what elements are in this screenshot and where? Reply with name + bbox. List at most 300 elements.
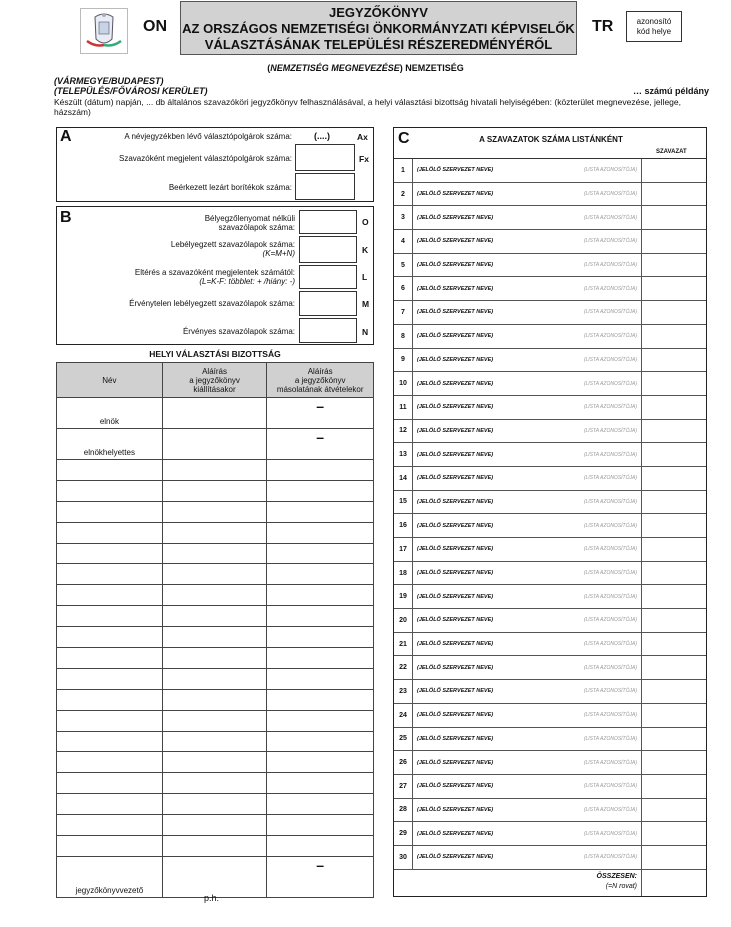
- nationality-line: [0, 63, 731, 73]
- org-name-placeholder: (JELÖLŐ SZERVEZET NEVE): [417, 783, 494, 790]
- member-name-cell[interactable]: [57, 856, 163, 897]
- list-id-placeholder: (LISTA AZONOSÍTÓJA): [583, 404, 637, 411]
- row-number: 9: [401, 356, 405, 364]
- list-row: [394, 609, 706, 633]
- row-number: 27: [399, 782, 407, 790]
- signature-issue-cell[interactable]: [162, 815, 267, 836]
- vote-field[interactable]: [641, 585, 706, 608]
- vote-field[interactable]: [641, 254, 706, 277]
- signature-copy-cell[interactable]: [267, 794, 374, 815]
- invalid-ballots-field[interactable]: [299, 291, 357, 316]
- nationality-name-placeholder: NEMZETISÉG MEGNEVEZÉSE: [270, 63, 400, 73]
- vote-field[interactable]: [641, 206, 706, 229]
- org-name-placeholder: (JELÖLŐ SZERVEZET NEVE): [417, 191, 494, 198]
- signature-copy-cell[interactable]: [267, 501, 374, 522]
- list-id-placeholder: (LISTA AZONOSÍTÓJA): [583, 830, 637, 837]
- signature-copy-cell[interactable]: [267, 836, 374, 857]
- org-name-placeholder: (JELÖLŐ SZERVEZET NEVE): [417, 570, 494, 577]
- difference-label: [77, 268, 295, 286]
- dash-mark: –: [316, 398, 325, 414]
- vote-field[interactable]: [641, 846, 706, 869]
- member-name-cell[interactable]: [57, 460, 163, 481]
- vote-field[interactable]: [641, 230, 706, 253]
- org-name-placeholder: (JELÖLŐ SZERVEZET NEVE): [417, 522, 494, 529]
- list-row: [394, 420, 706, 444]
- vote-field[interactable]: [641, 514, 706, 537]
- member-row: [57, 668, 374, 689]
- sig2-line-2: a jegyzőkönyv: [294, 375, 346, 385]
- envelopes-label: Beérkezett lezárt borítékok száma:: [168, 183, 292, 192]
- list-row: [394, 822, 706, 846]
- list-id-placeholder: (LISTA AZONOSÍTÓJA): [583, 285, 637, 292]
- member-row: [57, 794, 374, 815]
- org-cell[interactable]: [412, 538, 641, 561]
- member-row: [57, 689, 374, 710]
- org-cell[interactable]: [412, 443, 641, 466]
- vote-field[interactable]: [641, 633, 706, 656]
- form-code-left: ON: [143, 18, 167, 35]
- list-id-placeholder: (LISTA AZONOSÍTÓJA): [583, 759, 637, 766]
- title-line-3: VÁLASZTÁSÁNAK TELEPÜLÉSI RÉSZEREDMÉNYÉRŐL: [204, 37, 553, 52]
- list-row: [394, 514, 706, 538]
- list-row: [394, 799, 706, 823]
- list-id-placeholder: (LISTA AZONOSÍTÓJA): [583, 806, 637, 813]
- org-name-placeholder: (JELÖLŐ SZERVEZET NEVE): [417, 712, 494, 719]
- org-cell[interactable]: [412, 206, 641, 229]
- signature-copy-cell[interactable]: [267, 460, 374, 481]
- section-b-letter: B: [60, 209, 72, 226]
- org-cell[interactable]: [412, 396, 641, 419]
- code-m: M: [362, 299, 370, 309]
- row-number: 24: [399, 711, 407, 719]
- difference-label-1: Eltérés a szavazóként megjelentek számától:: [134, 268, 295, 277]
- made-statement: Készült (dátum) napján, ... db általános szavazóköri jegyzőkönyv felhasználásával, a helyi választási bizottság hivatali helyiségében: (közterület megnevezése, jellege, házszám): [54, 97, 681, 117]
- org-cell[interactable]: [412, 325, 641, 348]
- list-row: [394, 301, 706, 325]
- org-cell[interactable]: [412, 633, 641, 656]
- org-cell[interactable]: [412, 277, 641, 300]
- signature-issue-cell[interactable]: [162, 398, 267, 429]
- list-id-placeholder: (LISTA AZONOSÍTÓJA): [583, 854, 637, 861]
- sig2-line-3: másolatának átvételekor: [276, 384, 364, 394]
- member-name-cell[interactable]: [57, 710, 163, 731]
- row-number: 25: [399, 735, 407, 743]
- stamp-place: p.h.: [204, 893, 220, 903]
- role-label: elnökhelyettes: [83, 448, 135, 457]
- signature-issue-cell[interactable]: [162, 585, 267, 606]
- vote-field[interactable]: [641, 396, 706, 419]
- member-row: [57, 752, 374, 773]
- list-row: [394, 751, 706, 775]
- org-name-placeholder: (JELÖLŐ SZERVEZET NEVE): [417, 309, 494, 316]
- signature-copy-cell[interactable]: [267, 731, 374, 752]
- list-row: [394, 467, 706, 491]
- member-row: [57, 585, 374, 606]
- stamped-ballots-field[interactable]: [299, 236, 357, 263]
- section-a-letter: A: [60, 128, 72, 145]
- vote-field[interactable]: [641, 799, 706, 822]
- list-id-placeholder: (LISTA AZONOSÍTÓJA): [583, 356, 637, 363]
- member-name-cell[interactable]: [57, 752, 163, 773]
- signature-issue-cell[interactable]: [162, 710, 267, 731]
- list-rows: [394, 159, 706, 870]
- vote-field[interactable]: [641, 751, 706, 774]
- row-number: 22: [399, 664, 407, 672]
- vote-field[interactable]: [641, 349, 706, 372]
- signature-copy-cell[interactable]: [267, 398, 374, 429]
- vote-field[interactable]: [641, 538, 706, 561]
- org-cell[interactable]: [412, 514, 641, 537]
- list-id-placeholder: (LISTA AZONOSÍTÓJA): [583, 333, 637, 340]
- row-number: 15: [399, 498, 407, 506]
- org-cell[interactable]: [412, 799, 641, 822]
- vote-field[interactable]: [641, 656, 706, 679]
- list-row: [394, 538, 706, 562]
- row-number: 11: [399, 403, 407, 411]
- org-name-placeholder: (JELÖLŐ SZERVEZET NEVE): [417, 356, 494, 363]
- vote-field[interactable]: [641, 680, 706, 703]
- signature-copy-cell[interactable]: [267, 627, 374, 648]
- difference-field[interactable]: [299, 265, 357, 289]
- member-name-cell[interactable]: [57, 606, 163, 627]
- signature-issue-cell[interactable]: [162, 627, 267, 648]
- member-name-cell[interactable]: [57, 689, 163, 710]
- sig1-line-3: kiállításakor: [193, 384, 236, 394]
- stamped-ballots-label: [77, 240, 295, 258]
- signature-issue-cell[interactable]: [162, 543, 267, 564]
- org-name-placeholder: (JELÖLŐ SZERVEZET NEVE): [417, 238, 494, 245]
- code-o: O: [362, 217, 369, 227]
- list-row: [394, 491, 706, 515]
- vote-field[interactable]: [641, 325, 706, 348]
- org-cell[interactable]: [412, 159, 641, 182]
- vote-field[interactable]: [641, 562, 706, 585]
- row-number: 19: [399, 593, 407, 601]
- org-cell[interactable]: [412, 775, 641, 798]
- org-name-placeholder: (JELÖLŐ SZERVEZET NEVE): [417, 427, 494, 434]
- org-cell[interactable]: [412, 372, 641, 395]
- list-id-placeholder: (LISTA AZONOSÍTÓJA): [583, 546, 637, 553]
- subtitle-open: (: [267, 63, 271, 73]
- org-cell[interactable]: [412, 491, 641, 514]
- member-name-cell[interactable]: [57, 836, 163, 857]
- role-label: elnök: [99, 417, 119, 426]
- list-row: [394, 562, 706, 586]
- signature-copy-cell[interactable]: [267, 668, 374, 689]
- signature-issue-cell[interactable]: [162, 460, 267, 481]
- signature-issue-cell[interactable]: [162, 794, 267, 815]
- signature-issue-cell[interactable]: [162, 752, 267, 773]
- member-row: [57, 627, 374, 648]
- list-row: [394, 325, 706, 349]
- list-id-placeholder: (LISTA AZONOSÍTÓJA): [583, 309, 637, 316]
- signature-copy-cell[interactable]: [267, 752, 374, 773]
- vote-field[interactable]: [641, 277, 706, 300]
- list-row: [394, 396, 706, 420]
- signature-copy-cell[interactable]: [267, 710, 374, 731]
- row-number: 2: [401, 190, 405, 198]
- vote-field[interactable]: [641, 822, 706, 845]
- section-b: [56, 206, 374, 345]
- vote-field[interactable]: [641, 372, 706, 395]
- member-row: [57, 460, 374, 481]
- list-id-placeholder: (LISTA AZONOSÍTÓJA): [583, 522, 637, 529]
- list-id-placeholder: (LISTA AZONOSÍTÓJA): [583, 570, 637, 577]
- list-row: [394, 728, 706, 752]
- row-number: 30: [399, 853, 407, 861]
- signature-copy-cell[interactable]: [267, 480, 374, 501]
- code-fx: Fx: [359, 154, 369, 164]
- signature-issue-cell[interactable]: [162, 668, 267, 689]
- org-cell[interactable]: [412, 467, 641, 490]
- signature-copy-cell[interactable]: [267, 585, 374, 606]
- org-cell[interactable]: [412, 349, 641, 372]
- org-cell[interactable]: [412, 183, 641, 206]
- org-name-placeholder: (JELÖLŐ SZERVEZET NEVE): [417, 854, 494, 861]
- county-placeholder: (VÁRMEGYE/BUDAPEST): [54, 76, 164, 86]
- list-id-placeholder: (LISTA AZONOSÍTÓJA): [583, 593, 637, 600]
- member-name-cell[interactable]: [57, 773, 163, 794]
- list-row: [394, 443, 706, 467]
- org-cell[interactable]: [412, 609, 641, 632]
- total-row: [394, 870, 706, 896]
- org-name-placeholder: (JELÖLŐ SZERVEZET NEVE): [417, 285, 494, 292]
- form-code-right: TR: [592, 18, 614, 35]
- member-name-cell[interactable]: [57, 731, 163, 752]
- committee-title: HELYI VÁLASZTÁSI BIZOTTSÁG: [149, 349, 281, 359]
- list-id-placeholder: (LISTA AZONOSÍTÓJA): [583, 214, 637, 221]
- org-name-placeholder: (JELÖLŐ SZERVEZET NEVE): [417, 380, 494, 387]
- org-name-placeholder: (JELÖLŐ SZERVEZET NEVE): [417, 593, 494, 600]
- list-row: [394, 680, 706, 704]
- list-row: [394, 585, 706, 609]
- envelopes-field[interactable]: [295, 173, 355, 200]
- signature-issue-cell[interactable]: [162, 836, 267, 857]
- total-label-cell: [394, 870, 641, 896]
- signature-issue-cell[interactable]: [162, 856, 267, 897]
- row-number: 7: [401, 308, 405, 316]
- member-name-cell[interactable]: [57, 522, 163, 543]
- member-name-cell[interactable]: [57, 564, 163, 585]
- member-name-cell[interactable]: [57, 480, 163, 501]
- list-id-placeholder: (LISTA AZONOSÍTÓJA): [583, 617, 637, 624]
- signature-copy-cell[interactable]: [267, 564, 374, 585]
- member-row: [57, 731, 374, 752]
- member-name-cell[interactable]: [57, 501, 163, 522]
- signature-copy-cell[interactable]: [267, 689, 374, 710]
- list-row: [394, 183, 706, 207]
- sig1-line-1: Aláírás: [202, 366, 227, 376]
- vote-field[interactable]: [641, 159, 706, 182]
- vice-chair-row: [57, 429, 374, 460]
- signature-issue-cell[interactable]: [162, 480, 267, 501]
- vote-field[interactable]: [641, 301, 706, 324]
- row-number: 3: [401, 214, 405, 222]
- member-name-cell[interactable]: [57, 794, 163, 815]
- list-id-placeholder: (LISTA AZONOSÍTÓJA): [583, 498, 637, 505]
- list-id-placeholder: (LISTA AZONOSÍTÓJA): [583, 712, 637, 719]
- vote-field[interactable]: [641, 491, 706, 514]
- signature-copy-cell[interactable]: [267, 429, 374, 460]
- list-row: [394, 656, 706, 680]
- vote-field[interactable]: [641, 704, 706, 727]
- list-row: [394, 846, 706, 870]
- row-number: 18: [399, 569, 407, 577]
- row-number: 13: [399, 451, 407, 459]
- member-row: [57, 773, 374, 794]
- row-number: 29: [399, 830, 407, 838]
- member-name-cell[interactable]: [57, 668, 163, 689]
- list-id-placeholder: (LISTA AZONOSÍTÓJA): [583, 191, 637, 198]
- org-name-placeholder: (JELÖLŐ SZERVEZET NEVE): [417, 688, 494, 695]
- list-id-placeholder: (LISTA AZONOSÍTÓJA): [583, 427, 637, 434]
- chair-row: [57, 398, 374, 429]
- row-number: 6: [401, 285, 405, 293]
- list-id-placeholder: (LISTA AZONOSÍTÓJA): [583, 735, 637, 742]
- member-name-cell[interactable]: [57, 585, 163, 606]
- org-cell[interactable]: [412, 728, 641, 751]
- code-ax: Ax: [357, 132, 368, 142]
- member-row: [57, 480, 374, 501]
- subtitle-rest: ) NEMZETISÉG: [399, 63, 464, 73]
- org-cell[interactable]: [412, 420, 641, 443]
- org-name-placeholder: (JELÖLŐ SZERVEZET NEVE): [417, 617, 494, 624]
- member-name-cell[interactable]: [57, 398, 163, 429]
- vote-field[interactable]: [641, 775, 706, 798]
- row-number: 1: [401, 166, 405, 174]
- signature-issue-cell[interactable]: [162, 501, 267, 522]
- member-row: [57, 836, 374, 857]
- role-label: jegyzőkönyvvezető: [75, 885, 144, 895]
- member-row: [57, 522, 374, 543]
- list-row: [394, 349, 706, 373]
- signature-issue-cell[interactable]: [162, 606, 267, 627]
- section-c-letter: C: [398, 130, 410, 147]
- row-number: 20: [399, 616, 407, 624]
- member-name-cell[interactable]: [57, 627, 163, 648]
- org-cell[interactable]: [412, 562, 641, 585]
- section-a: [56, 127, 374, 202]
- list-row: [394, 704, 706, 728]
- member-name-cell[interactable]: [57, 429, 163, 460]
- unstamped-ballots-field[interactable]: [299, 210, 357, 234]
- signature-issue-cell[interactable]: [162, 731, 267, 752]
- member-row: [57, 501, 374, 522]
- total-label: ÖSSZESEN:: [596, 872, 637, 880]
- row-number: 10: [399, 380, 407, 388]
- org-name-placeholder: (JELÖLŐ SZERVEZET NEVE): [417, 735, 494, 742]
- signature-copy-cell[interactable]: [267, 522, 374, 543]
- list-id-placeholder: (LISTA AZONOSÍTÓJA): [583, 664, 637, 671]
- difference-label-2: (L=K-F: többlet: + /hiány: -): [199, 277, 295, 286]
- vote-column-header: SZAVAZAT: [656, 149, 687, 155]
- signature-copy-cell[interactable]: [267, 815, 374, 836]
- signature-issue-cell[interactable]: [162, 564, 267, 585]
- member-row: [57, 815, 374, 836]
- signature-copy-cell[interactable]: [267, 543, 374, 564]
- col-name-header: Név: [57, 363, 163, 398]
- id-box-line-1: azonosító: [636, 17, 672, 26]
- list-row: [394, 775, 706, 799]
- committee-table: [56, 362, 374, 898]
- signature-issue-cell[interactable]: [162, 522, 267, 543]
- org-name-placeholder: (JELÖLŐ SZERVEZET NEVE): [417, 333, 494, 340]
- member-name-cell[interactable]: [57, 648, 163, 669]
- org-cell[interactable]: [412, 680, 641, 703]
- org-name-placeholder: (JELÖLŐ SZERVEZET NEVE): [417, 451, 494, 458]
- row-number: 5: [401, 261, 405, 269]
- list-row: [394, 254, 706, 278]
- signature-issue-cell[interactable]: [162, 648, 267, 669]
- org-cell[interactable]: [412, 704, 641, 727]
- copy-number: … számú példány: [632, 86, 709, 96]
- signature-issue-cell[interactable]: [162, 429, 267, 460]
- vote-field[interactable]: [641, 467, 706, 490]
- unstamped-label-2: szavazólapok száma:: [218, 223, 295, 232]
- vote-field[interactable]: [641, 609, 706, 632]
- signature-copy-cell[interactable]: [267, 773, 374, 794]
- org-name-placeholder: (JELÖLŐ SZERVEZET NEVE): [417, 806, 494, 813]
- org-cell[interactable]: [412, 585, 641, 608]
- org-cell[interactable]: [412, 822, 641, 845]
- dash-mark: –: [316, 429, 325, 445]
- org-name-placeholder: (JELÖLŐ SZERVEZET NEVE): [417, 830, 494, 837]
- org-cell[interactable]: [412, 656, 641, 679]
- vote-field[interactable]: [641, 728, 706, 751]
- id-box-line-2: kód helye: [636, 27, 672, 36]
- code-l: L: [362, 272, 368, 282]
- sig2-line-1: Aláírás: [307, 366, 333, 376]
- org-cell[interactable]: [412, 254, 641, 277]
- org-name-placeholder: (JELÖLŐ SZERVEZET NEVE): [417, 759, 494, 766]
- section-c-header: [394, 128, 706, 159]
- list-row: [394, 230, 706, 254]
- signature-copy-cell[interactable]: [267, 606, 374, 627]
- member-name-cell[interactable]: [57, 543, 163, 564]
- vote-field[interactable]: [641, 443, 706, 466]
- vote-field[interactable]: [641, 420, 706, 443]
- stamped-label-2: (K=M+N): [262, 249, 295, 258]
- signature-copy-cell[interactable]: [267, 648, 374, 669]
- signature-issue-cell[interactable]: [162, 773, 267, 794]
- list-row: [394, 159, 706, 183]
- appeared-voters-field[interactable]: [295, 144, 355, 171]
- total-vote-field[interactable]: [641, 870, 706, 896]
- org-name-placeholder: (JELÖLŐ SZERVEZET NEVE): [417, 498, 494, 505]
- org-cell[interactable]: [412, 846, 641, 869]
- org-name-placeholder: (JELÖLŐ SZERVEZET NEVE): [417, 546, 494, 553]
- org-cell[interactable]: [412, 301, 641, 324]
- unstamped-ballots-label: [77, 214, 295, 232]
- org-name-placeholder: (JELÖLŐ SZERVEZET NEVE): [417, 404, 494, 411]
- list-id-placeholder: (LISTA AZONOSÍTÓJA): [583, 783, 637, 790]
- list-row: [394, 633, 706, 657]
- coat-of-arms-logo: [80, 8, 128, 54]
- org-cell[interactable]: [412, 751, 641, 774]
- signature-issue-cell[interactable]: [162, 689, 267, 710]
- valid-ballots-field[interactable]: [299, 318, 357, 343]
- col-sig1-header: [162, 363, 267, 398]
- id-code-box[interactable]: [626, 11, 682, 42]
- title-line-1: JEGYZŐKÖNYV: [329, 5, 428, 20]
- vote-field[interactable]: [641, 183, 706, 206]
- member-name-cell[interactable]: [57, 815, 163, 836]
- signature-copy-cell[interactable]: [267, 856, 374, 897]
- settlement-placeholder: (TELEPÜLÉS/FŐVÁROSI KERÜLET): [54, 86, 208, 96]
- row-number: 21: [399, 640, 407, 648]
- org-cell[interactable]: [412, 230, 641, 253]
- member-row: [57, 606, 374, 627]
